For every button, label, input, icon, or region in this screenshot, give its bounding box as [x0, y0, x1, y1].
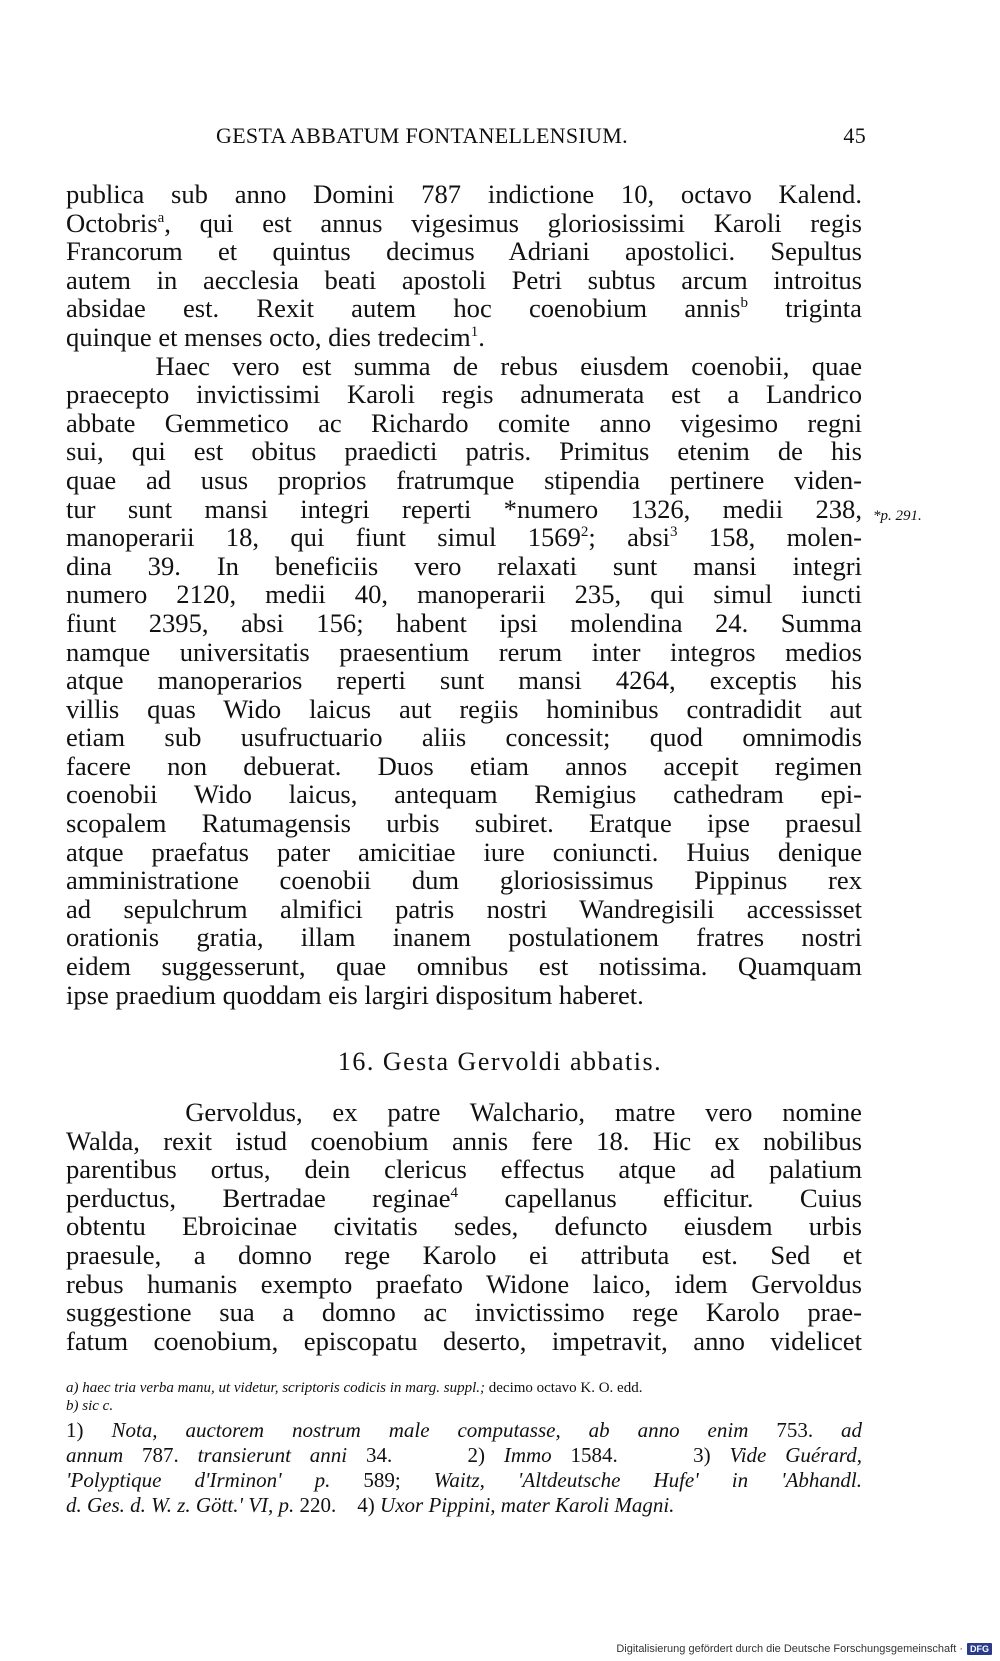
text-line: atque praefatus pater amicitiae iure coniuncti. Huius denique	[66, 836, 862, 867]
text-line: tur sunt mansi integri reperti *numero 1326, medii 238,	[66, 493, 862, 524]
text-line: villis quas Wido laicus aut regiis hominibus contradidit aut	[66, 693, 862, 724]
text-line: atque manoperarios reperti sunt mansi 4264, exceptis his	[66, 665, 862, 696]
text-line: numero 2120, medii 40, manoperarii 235, qui simul iuncti	[66, 579, 862, 610]
text-line: publica sub anno Domini 787 indictione 10, octavo Kalend.	[66, 179, 862, 209]
text-line: annum 787. transierunt anni 34. 2) Immo 1584. 3) Vide Guérard,	[66, 1443, 862, 1467]
text-line: perductus, Bertradae reginae$^4$ capellanus efficitur. Cuius	[66, 1182, 862, 1213]
dfg-logo: DFG	[967, 1643, 992, 1655]
text-line: 'Polyptique d'Irminon' p. 589; Waitz, 'Altdeutsche Hufe' in 'Abhandl.	[66, 1468, 862, 1492]
text-line: fiunt 2395, absi 156; habent ipsi molendina 24. Summa	[66, 607, 862, 638]
running-title: GESTA ABBATUM FONTANELLENSIUM.	[216, 123, 628, 148]
text-line: praecepto invictissimi Karoli regis adnumerata est a Landrico	[66, 379, 862, 410]
text-line: b) sic c.	[66, 1398, 114, 1414]
footnotes	[66, 1418, 862, 1518]
text-line: namque universitatis praesentium rerum inter integros medios	[66, 636, 862, 667]
section-heading: 16. Gesta Gervoldi abbatis.	[337, 1047, 663, 1076]
text-line: scopalem Ratumagensis urbis subiret. Eratque ipse praesul	[66, 808, 862, 839]
text-line: abbate Gemmetico ac Richardo comite anno vigesimo regni	[66, 407, 862, 438]
text-line: Francorum et quintus decimus Adriani apostolici. Sepultus	[66, 236, 862, 267]
text-line: facere non debuerat. Duos etiam annos accepit regimen	[66, 750, 862, 781]
text-line: quinque et menses octo, dies tredecim$^1$.	[66, 321, 485, 352]
page-number: 45	[843, 123, 866, 148]
text-line: Gervoldus, ex patre Walchario, matre vero nomine	[66, 1097, 862, 1127]
text-line: suggestione sua a domno ac invictissimo rege Karolo prae-	[66, 1297, 862, 1328]
text-line: parentibus ortus, dein clericus effectus atque ad palatium	[66, 1154, 862, 1185]
text-line: coenobii Wido laicus, antequam Remigius cathedram epi-	[66, 779, 862, 810]
text-line: orationis gratia, illam inanem postulationem fratres nostri	[66, 922, 862, 953]
text-line: Octobris$^a$, qui est annus vigesimus gloriosissimi Karoli regis	[66, 207, 862, 238]
text-line: absidae est. Rexit autem hoc coenobium annis$^b$ triginta	[66, 293, 862, 324]
text-line: ad sepulchrum almifici patris nostri Wandregisili accessisset	[66, 893, 862, 924]
footer-text: Digitalisierung gefördert durch die Deutsche Forschungsgemeinschaft ·	[616, 1643, 963, 1655]
text-line: sui, qui est obitus praedicti patris. Primitus etenim de his	[66, 436, 862, 467]
text-line: Haec vero est summa de rebus eiusdem coenobii, quae	[66, 350, 862, 381]
text-line: obtentu Ebroicinae civitatis sedes, defuncto eiusdem urbis	[66, 1211, 862, 1242]
text-line: manoperarii 18, qui fiunt simul 1569$^2$; absi$^3$ 158, molen-	[66, 522, 862, 553]
digitization-footer	[616, 1643, 992, 1655]
text-line: rebus humanis exempto praefato Widone laico, idem Gervoldus	[66, 1268, 862, 1299]
text-line: a) haec tria verba manu, ut videtur, scriptoris codicis in marg. suppl.; decimo octavo K. O. edd.	[66, 1380, 643, 1396]
text-line: dina 39. In beneficiis vero relaxati sunt mansi integri	[66, 550, 862, 581]
text-line: 1) Nota, auctorem nostrum male computasse, ab anno enim 753. ad	[66, 1418, 863, 1442]
text-line: quae ad usus proprios fratrumque stipendia pertinere viden-	[66, 464, 862, 495]
text-line: autem in aecclesia beati apostoli Petri subtus arcum introitus	[66, 264, 862, 295]
body-text-1	[66, 180, 862, 1009]
text-line: d. Ges. d. W. z. Gött.' VI, p. 220. 4) Uxor Pippini, mater Karoli Magni.	[66, 1493, 675, 1517]
text-line: ipse praedium quoddam eis largiri dispositum haberet.	[66, 979, 644, 1010]
critical-apparatus	[66, 1379, 862, 1415]
text-line: praesule, a domno rege Karolo ei attributa est. Sed et	[66, 1239, 862, 1270]
text-line: fatum coenobium, episcopatu deserto, impetravit, anno videlicet	[66, 1325, 862, 1356]
margin-page-reference: *p. 291.	[873, 508, 922, 524]
body-text-2	[66, 1098, 862, 1355]
text-line: eidem suggesserunt, quae omnibus est notissima. Quamquam	[66, 951, 862, 982]
text-line: amministratione coenobii dum gloriosissimus Pippinus rex	[66, 865, 862, 896]
text-line: Walda, rexit istud coenobium annis fere 18. Hic ex nobilibus	[66, 1125, 862, 1156]
text-line: etiam sub usufructuario aliis concessit; quod omnimodis	[66, 722, 862, 753]
